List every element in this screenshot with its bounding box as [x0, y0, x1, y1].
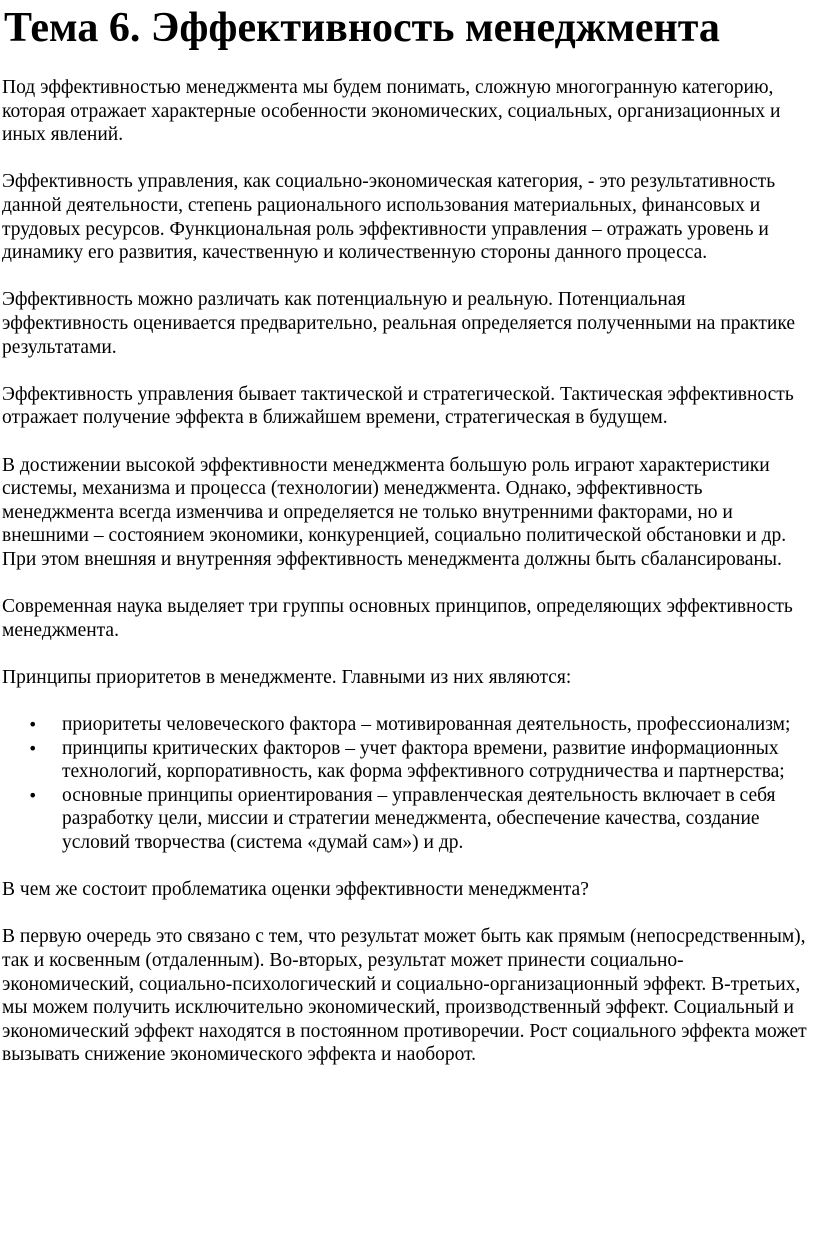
list-item-text: приоритеты человеческого фактора – мотивированная деятельность, профессионализм; [62, 714, 791, 736]
list-item [2, 784, 814, 855]
paragraph-potential-real: Эффективность можно различать как потенциальную и реальную. Потенциальная эффективность оценивается предварительно, реальная определяется полученными на практике результатами. [2, 289, 795, 358]
list-item [2, 737, 814, 784]
list-item [2, 713, 814, 737]
paragraph-high-efficiency: В достижении высокой эффективности менеджмента большую роль играют характеристики системы, механизма и процесса (технологии) менеджмента. Однако, эффективность менеджмента всегда изменчива и определяется не только внутренними факторами, но и внешними – состоянием экономики, конкуренцией, социально политической обстановки и др. При этом внешняя и внутренняя эффективность менеджмента должны быть сбалансированы. [2, 454, 787, 570]
paragraph-management-efficiency: Эффективность управления, как социально-экономическая категория, - это результативность данной деятельности, степень рационального использования материальных, финансовых и трудовых ресурсов. Функциональная роль эффективности управления – отражать уровень и динамику его развития, качественную и количественную стороны данного процесса. [2, 171, 776, 264]
list-item-text: принципы критических факторов – учет фактора времени, развитие информационных технологий, корпоративность, как форма эффективного сотрудничества и партнерства; [62, 737, 785, 783]
bullet-icon: • [28, 785, 38, 805]
page-title: Тема 6. Эффективность менеджмента [4, 5, 720, 51]
principles-list [2, 713, 814, 855]
bullet-icon: • [28, 738, 38, 758]
paragraph-problem-explanation: В первую очередь это связано с тем, что результат может быть как прямым (непосредственным), так и косвенным (отдаленным). Во-вторых, результат может принести социально-экономический, социально-психологический и социально-организационный эффект. В-третьих, мы можем получить исключительно экономический, производственный эффект. Социальный и экономический эффект находятся в постоянном противоречии. Рост социального эффекта может вызывать снижение экономического эффекта и наоборот. [2, 926, 807, 1066]
paragraph-question: В чем же состоит проблематика оценки эффективности менеджмента? [2, 879, 589, 901]
paragraph-three-groups: Современная наука выделяет три группы основных принципов, определяющих эффективность менеджмента. [2, 596, 793, 641]
list-item-text: основные принципы ориентирования – управленческая деятельность включает в себя разработку цели, миссии и стратегии менеджмента, обеспечение качества, создание условий творчества (система «думай сам») и др. [62, 784, 776, 853]
bullet-icon: • [28, 715, 38, 735]
paragraph-definition: Под эффективностью менеджмента мы будем понимать, сложную многогранную категорию, которая отражает характерные особенности экономических, социальных, организационных и иных явлений. [2, 77, 781, 146]
paragraph-tactical-strategic: Эффективность управления бывает тактической и стратегической. Тактическая эффективность отражает получение эффекта в ближайшем времени, стратегическая в будущем. [2, 383, 794, 429]
paragraph-priority-principles: Принципы приоритетов в менеджменте. Главными из них являются: [2, 666, 572, 688]
